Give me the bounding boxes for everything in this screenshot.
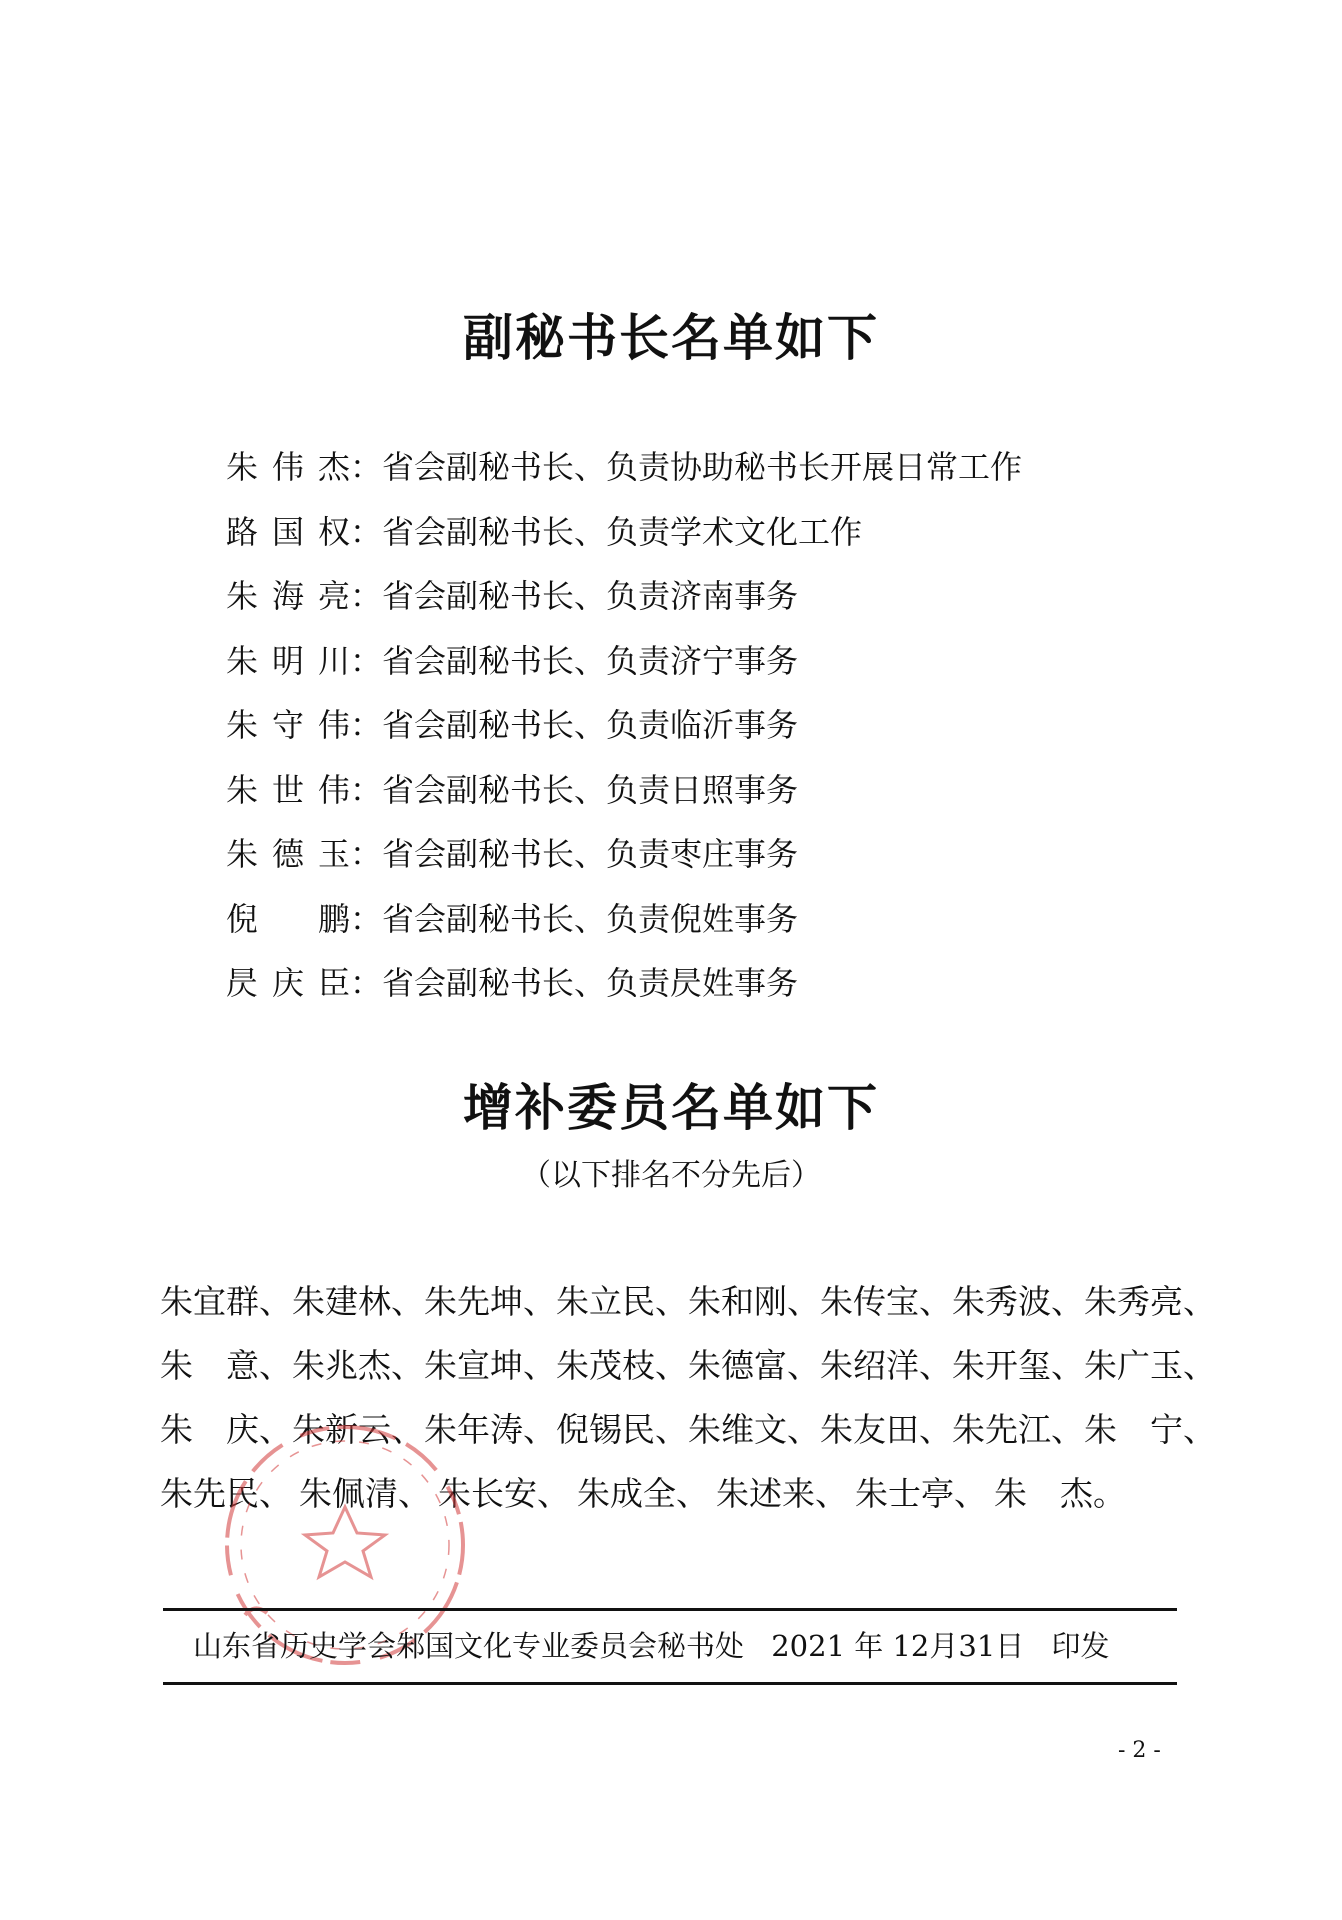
member-separator: 、 (391, 1410, 424, 1449)
member-item (820, 1270, 952, 1334)
member-name: 朱开玺 (952, 1346, 1051, 1385)
officer-name: 朱守伟 (226, 706, 350, 744)
officer-item (226, 951, 1022, 1016)
officer-colon: ： (350, 964, 383, 1002)
member-name: 倪锡民 (556, 1410, 655, 1449)
issuer-name: 山东省历史学会邾国文化专业委员会秘书处 (193, 1629, 745, 1663)
member-separator: 、 (787, 1410, 820, 1449)
officer-item (226, 564, 1022, 629)
officer-duty: 省会副秘书长、负责枣庄事务 (382, 835, 799, 873)
member-separator: 、 (919, 1410, 952, 1449)
member-name: 朱先江 (952, 1410, 1051, 1449)
member-separator: 、 (1051, 1282, 1084, 1321)
member-separator: 、 (787, 1282, 820, 1321)
officer-duty: 省会副秘书长、负责济宁事务 (382, 641, 799, 680)
member-separator: 、 (523, 1282, 556, 1321)
member-item (160, 1270, 292, 1334)
officer-duty: 省会副秘书长、负责日照事务 (382, 770, 799, 809)
member-item (820, 1334, 952, 1398)
member-name: 朱友田 (820, 1410, 919, 1449)
member-separator: 、 (391, 1346, 424, 1385)
member-separator: 、 (523, 1346, 556, 1385)
member-name: 朱士亭 (855, 1474, 954, 1513)
officer-item (226, 822, 1022, 887)
officer-item (226, 693, 1022, 758)
officer-item (226, 887, 1022, 952)
member-separator: 、 (1051, 1410, 1084, 1449)
officer-item (226, 435, 1022, 500)
member-name: 朱先坤 (424, 1282, 523, 1321)
officer-colon: ： (350, 577, 383, 615)
member-item (952, 1334, 1084, 1398)
member-item (994, 1462, 1126, 1526)
deputy-secretary-list-title: 副秘书长名单如下 (463, 309, 879, 367)
member-separator: 、 (259, 1474, 292, 1513)
member-name: 朱秀波 (952, 1282, 1051, 1321)
member-separator: 、 (919, 1346, 952, 1385)
member-name: 朱新云 (292, 1410, 391, 1449)
member-name: 朱广玉 (1084, 1346, 1183, 1385)
officer-name: 朱伟杰 (226, 448, 350, 486)
member-separator: 、 (1183, 1410, 1216, 1449)
member-name: 朱宁 (1084, 1410, 1183, 1449)
member-separator: 、 (919, 1282, 952, 1321)
officer-item (226, 758, 1022, 823)
officer-duty: 省会副秘书长、负责济南事务 (382, 577, 799, 615)
issuance-footer (193, 1618, 1128, 1674)
member-separator: 、 (391, 1282, 424, 1321)
member-item (1084, 1334, 1216, 1398)
officer-name: 朱明川 (226, 641, 350, 680)
member-item (160, 1334, 292, 1398)
member-separator: 、 (537, 1474, 570, 1513)
member-name: 朱长安 (438, 1474, 537, 1513)
member-name: 朱宜群 (160, 1282, 259, 1321)
member-name: 朱述来 (716, 1474, 815, 1513)
member-item (1084, 1398, 1216, 1462)
member-name: 朱德富 (688, 1346, 787, 1385)
member-name: 朱维文 (688, 1410, 787, 1449)
member-separator: 、 (1051, 1346, 1084, 1385)
member-separator: 、 (815, 1474, 848, 1513)
footer-rule-bottom (163, 1682, 1177, 1685)
member-item (688, 1334, 820, 1398)
member-separator: 、 (655, 1346, 688, 1385)
member-item (716, 1462, 848, 1526)
member-name: 朱年涛 (424, 1410, 523, 1449)
officer-duty: 省会副秘书长、负责临沂事务 (382, 706, 799, 744)
officer-duty: 省会副秘书长、负责昃姓事务 (382, 964, 799, 1002)
member-separator: 、 (676, 1474, 709, 1513)
member-name: 朱秀亮 (1084, 1282, 1183, 1321)
member-row (160, 1334, 1216, 1398)
member-separator: 、 (259, 1282, 292, 1321)
officer-colon: ： (350, 448, 383, 486)
member-name: 朱和刚 (688, 1282, 787, 1321)
member-item (855, 1462, 987, 1526)
member-item (688, 1398, 820, 1462)
member-name: 朱宣坤 (424, 1346, 523, 1385)
member-item (556, 1334, 688, 1398)
member-name: 朱茂枝 (556, 1346, 655, 1385)
member-name: 朱立民 (556, 1282, 655, 1321)
page-number: - 2 - (1118, 1738, 1161, 1763)
member-name: 朱兆杰 (292, 1346, 391, 1385)
member-item (577, 1462, 709, 1526)
member-item (556, 1270, 688, 1334)
officer-name: 朱世伟 (226, 770, 350, 809)
member-name: 朱意 (160, 1346, 259, 1385)
officer-duty: 省会副秘书长、负责倪姓事务 (382, 899, 799, 938)
member-separator: 、 (655, 1282, 688, 1321)
officer-colon: ： (350, 512, 383, 551)
officer-colon: ： (350, 641, 383, 680)
officer-colon: ： (350, 835, 383, 873)
member-name: 朱成全 (577, 1474, 676, 1513)
member-separator: 、 (259, 1410, 292, 1449)
member-item (952, 1270, 1084, 1334)
member-name: 朱建林 (292, 1282, 391, 1321)
member-separator: 、 (1183, 1346, 1216, 1385)
issue-action: 印发 (1051, 1629, 1110, 1663)
member-name: 朱佩清 (299, 1474, 398, 1513)
issue-date: 2021 年 12月31日 (771, 1629, 1025, 1663)
officer-duty: 省会副秘书长、负责协助秘书长开展日常工作 (382, 448, 1023, 486)
member-separator: 、 (787, 1346, 820, 1385)
member-separator: 。 (1093, 1474, 1126, 1513)
officer-colon: ： (350, 899, 383, 938)
officer-item (226, 500, 1022, 565)
member-name: 朱杰 (994, 1474, 1093, 1513)
member-separator: 、 (523, 1410, 556, 1449)
officer-name: 路国权 (226, 512, 350, 551)
officer-name: 朱海亮 (226, 577, 350, 615)
footer-rule-top (163, 1608, 1177, 1611)
member-name: 朱绍洋 (820, 1346, 919, 1385)
officer-duty: 省会副秘书长、负责学术文化工作 (382, 512, 863, 551)
officer-item (226, 629, 1022, 694)
member-item (1084, 1270, 1216, 1334)
member-separator: 、 (954, 1474, 987, 1513)
member-name: 朱庆 (160, 1410, 259, 1449)
member-item (556, 1398, 688, 1462)
deputy-secretary-list (226, 435, 1022, 1016)
new-members-subtitle: （以下排名不分先后） (521, 1158, 821, 1193)
member-item (292, 1270, 424, 1334)
member-item (424, 1334, 556, 1398)
officer-name: 倪鹏 (226, 899, 350, 938)
member-separator: 、 (259, 1346, 292, 1385)
member-item (952, 1398, 1084, 1462)
new-members-list-title: 增补委员名单如下 (463, 1079, 879, 1137)
member-separator: 、 (398, 1474, 431, 1513)
member-separator: 、 (1183, 1282, 1216, 1321)
member-row (160, 1270, 1216, 1334)
officer-colon: ： (350, 706, 383, 744)
officer-name: 昃庆臣 (226, 964, 350, 1002)
member-item (424, 1270, 556, 1334)
member-name: 朱先民 (160, 1474, 259, 1513)
officer-colon: ： (350, 770, 383, 809)
member-name: 朱传宝 (820, 1282, 919, 1321)
member-item (292, 1334, 424, 1398)
member-item (820, 1398, 952, 1462)
officer-name: 朱德玉 (226, 835, 350, 873)
member-item (688, 1270, 820, 1334)
member-separator: 、 (655, 1410, 688, 1449)
